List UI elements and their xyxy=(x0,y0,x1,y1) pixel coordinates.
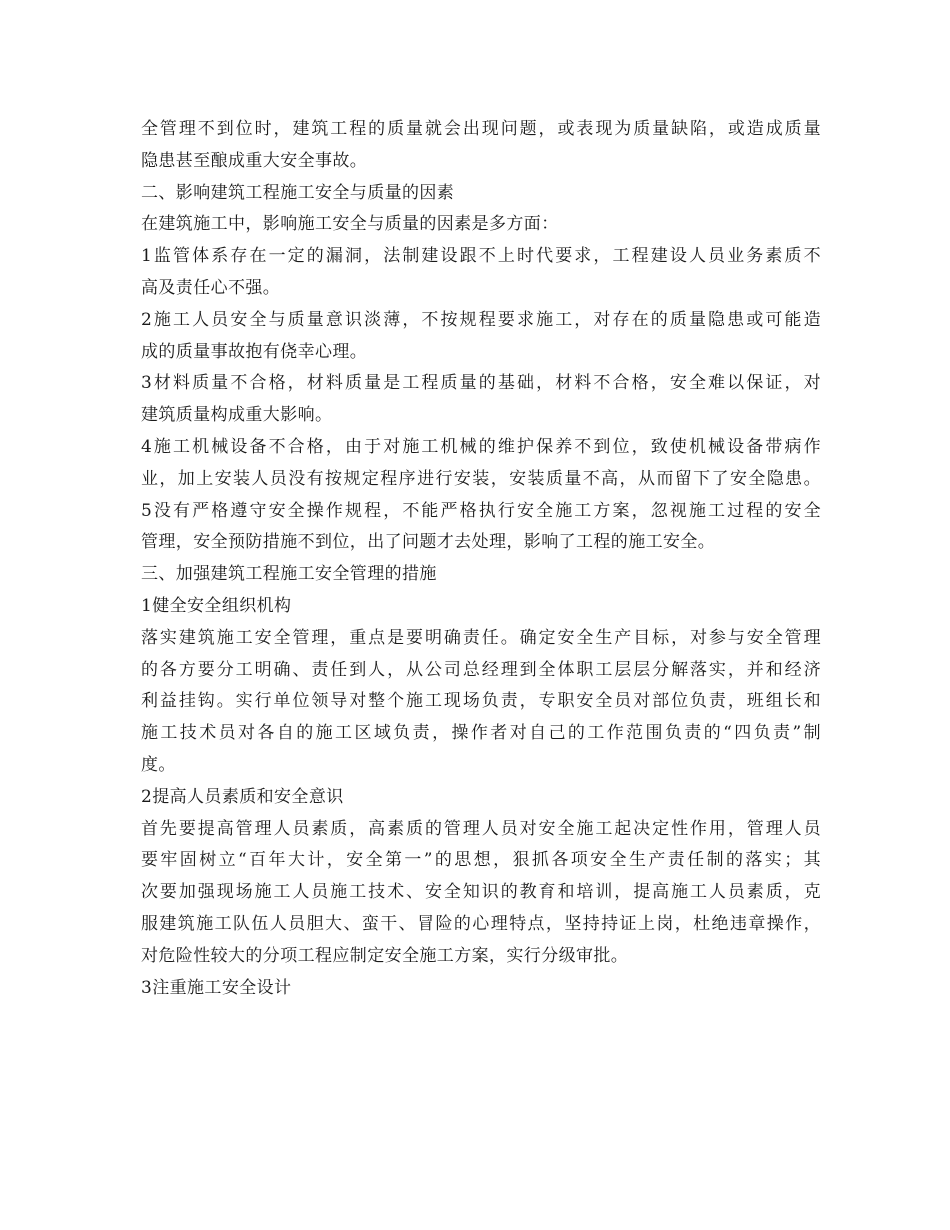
section-heading: 二、影响建筑工程施工安全与质量的因素 xyxy=(141,182,455,203)
subheading: 1健全安全组织机构 xyxy=(141,595,292,616)
text-line: 次要加强现场施工人员施工技术、安全知识的教育和培训，提高施工人员素质，克 xyxy=(141,882,821,903)
subheading: 2提高人员素质和安全意识 xyxy=(141,786,344,807)
text-line: 建筑质量构成重大影响。 xyxy=(141,405,333,426)
text-line: 施工技术员对各自的施工区域负责，操作者对自己的工作范围负责的“四负责”制 xyxy=(141,723,821,744)
text-line: 业，加上安装人员没有按规定程序进行安装，安装质量不高，从而留下了安全隐患。 xyxy=(141,468,821,489)
text-line: 在建筑施工中，影响施工安全与质量的因素是多方面： xyxy=(141,214,559,235)
list-item: 5没有严格遵守安全操作规程，不能严格执行安全施工方案，忽视施工过程的安全 xyxy=(141,500,821,521)
list-item: 3材料质量不合格，材料质量是工程质量的基础，材料不合格，安全难以保证，对 xyxy=(141,373,821,394)
text-line: 对危险性较大的分项工程应制定安全施工方案，实行分级审批。 xyxy=(141,945,629,966)
text-line: 首先要提高管理人员素质，高素质的管理人员对安全施工起决定性作用，管理人员 xyxy=(141,818,821,839)
text-line: 的各方要分工明确、责任到人，从公司总经理到全体职工层层分解落实，并和经济 xyxy=(141,659,821,680)
text-line: 高及责任心不强。 xyxy=(141,277,281,298)
list-item: 2施工人员安全与质量意识淡薄，不按规程要求施工，对存在的质量隐患或可能造 xyxy=(141,309,821,330)
text-line: 落实建筑施工安全管理，重点是要明确责任。确定安全生产目标，对参与安全管理 xyxy=(141,627,821,648)
document-body xyxy=(141,114,821,1004)
text-line: 管理，安全预防措施不到位，出了问题才去处理，影响了工程的施工安全。 xyxy=(141,532,716,553)
text-line: 利益挂钩。实行单位领导对整个施工现场负责，专职安全员对部位负责，班组长和 xyxy=(141,691,821,712)
subheading: 3注重施工安全设计 xyxy=(141,977,292,998)
list-item: 4施工机械设备不合格，由于对施工机械的维护保养不到位，致使机械设备带病作 xyxy=(141,436,821,457)
text-line: 服建筑施工队伍人员胆大、蛮干、冒险的心理特点，坚持持证上岗，杜绝违章操作， xyxy=(141,913,821,934)
list-item: 1监管体系存在一定的漏洞，法制建设跟不上时代要求，工程建设人员业务素质不 xyxy=(141,246,821,267)
text-line: 隐患甚至酿成重大安全事故。 xyxy=(141,150,368,171)
text-line: 度。 xyxy=(141,754,176,775)
text-line: 全管理不到位时，建筑工程的质量就会出现问题，或表现为质量缺陷，或造成质量 xyxy=(141,119,821,139)
section-heading: 三、加强建筑工程施工安全管理的措施 xyxy=(141,564,437,585)
text-line: 成的质量事故抱有侥幸心理。 xyxy=(141,341,368,362)
text-line: 要牢固树立“百年大计，安全第一”的思想，狠抓各项安全生产责任制的落实；其 xyxy=(141,850,821,871)
